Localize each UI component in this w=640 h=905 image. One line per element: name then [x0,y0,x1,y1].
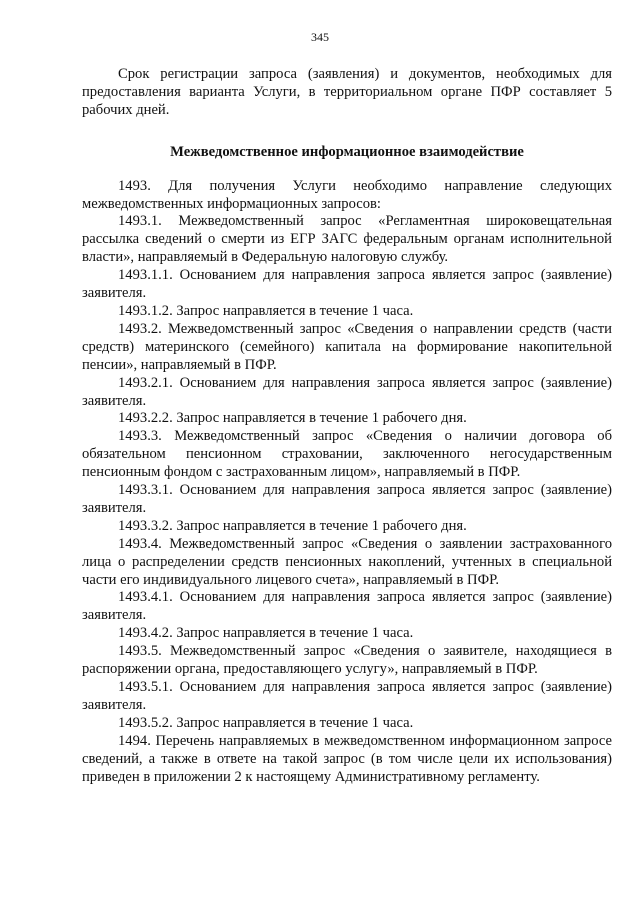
paragraph-1493-1: 1493.1. Межведомственный запрос «Регламентная широковещательная рассылка сведений о смерти из ЕГР ЗАГС федеральным органам исполнительной власти», направляемый в Федеральную налоговую службу. [82,213,612,266]
paragraph-1493-4-2: 1493.4.2. Запрос направляется в течение 1 часа. [118,625,414,642]
paragraph-1493-2-1: 1493.2.1. Основанием для направления запроса является запрос (заявление) заявителя. [82,374,612,409]
paragraph-1493-5-2: 1493.5.2. Запрос направляется в течение 1 часа. [118,714,414,731]
paragraph-1493-3-1: 1493.3.1. Основанием для направления запроса является запрос (заявление) заявителя. [82,482,612,516]
paragraph-1493-3: 1493.3. Межведомственный запрос «Сведения о наличии договора об обязательном пенсионном страховании, заключенного негосударственным пенсионным фондом с застрахованным лицом», направляемый в ПФР. [82,428,612,481]
paragraph-1493-1-1: 1493.1.1. Основанием для направления запроса является запрос (заявление) заявителя. [82,267,612,302]
intro-paragraph: Срок регистрации запроса (заявления) и документов, необходимых для предоставления варианта Услуги, в территориальном органе ПФР составляет 5 рабочих дней. [82,66,612,118]
paragraph-1493-5: 1493.5. Межведомственный запрос «Сведения о заявителе, находящиеся в распоряжении органа, предоставляющего услугу», направляемый в ПФР. [82,643,612,678]
paragraph-1494: 1494. Перечень направляемых в межведомственном информационном запросе сведений, а также в ответе на такой запрос (в том числе цели их использования) приведен в приложении 2 к настоящему Административному регламенту. [82,732,612,785]
document-body [82,66,612,786]
paragraph-1493-4: 1493.4. Межведомственный запрос «Сведения о заявлении застрахованного лица о распределении средств пенсионных накоплений, учтенных в специальной части его индивидуального лицевого счета», направляемый в ПФР. [82,535,612,588]
paragraph-1493: 1493. Для получения Услуги необходимо направление следующих межведомственных информационных запросов: [82,177,612,212]
paragraph-1493-1-2: 1493.1.2. Запрос направляется в течение 1 часа. [118,302,414,319]
paragraph-1493-2: 1493.2. Межведомственный запрос «Сведения о направлении средств (части средств) материнского (семейного) капитала на формирование накопительной пенсии», направляемый в ПФР. [82,320,612,373]
paragraph-1493-2-2: 1493.2.2. Запрос направляется в течение 1 рабочего дня. [118,410,467,427]
paragraph-1493-3-2: 1493.3.2. Запрос направляется в течение 1 рабочего дня. [118,517,467,534]
paragraph-1493-5-1: 1493.5.1. Основанием для направления запроса является запрос (заявление) заявителя. [82,679,612,713]
paragraph-1493-4-1: 1493.4.1. Основанием для направления запроса является запрос (заявление) заявителя. [82,589,612,624]
page-number: 345 [311,30,329,44]
section-heading: Межведомственное информационное взаимодействие [170,143,524,160]
